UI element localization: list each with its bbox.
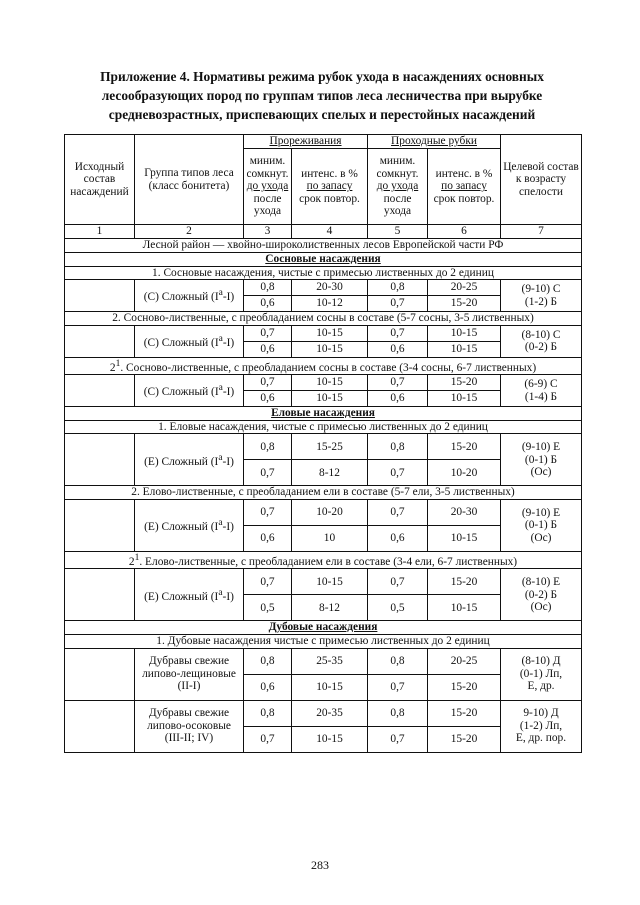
header-intensity — [428, 149, 501, 225]
value-cell: 20-30 — [292, 280, 368, 296]
forest-type-cell — [135, 700, 244, 752]
value-cell: 0,6 — [368, 391, 428, 407]
value-cell: 0,8 — [244, 700, 292, 726]
target-line: (Ос) — [530, 531, 552, 544]
value-cell: 10-15 — [428, 341, 501, 357]
table-row — [65, 434, 582, 460]
value-cell: 0,5 — [368, 595, 428, 621]
header-line — [293, 180, 366, 193]
target-composition-cell — [501, 434, 582, 486]
forest-type-sup: а — [218, 288, 223, 299]
value-cell: 15-20 — [428, 700, 501, 726]
group-row — [65, 486, 582, 500]
initial-composition-cell — [65, 700, 135, 752]
target-line: (8-10) Е — [521, 575, 561, 588]
forest-type-cell — [135, 375, 244, 407]
header-initial-composition: Исходный состав насаждений — [65, 135, 135, 225]
value-cell: 25-35 — [292, 648, 368, 674]
value-cell: 8-12 — [292, 460, 368, 486]
value-cell: 15-20 — [428, 569, 501, 595]
target-line: (0-2) Б — [524, 588, 558, 601]
header-row — [65, 135, 582, 149]
value-cell: 0,7 — [368, 569, 428, 595]
group-spruce-2-1 — [65, 551, 582, 568]
value-cell: 20-35 — [292, 700, 368, 726]
initial-composition-cell — [65, 280, 135, 312]
value-cell: 10-15 — [292, 726, 368, 752]
target-composition-cell — [501, 499, 582, 551]
value-cell: 0,6 — [368, 525, 428, 551]
header-line-underlined: по запасу — [306, 180, 353, 193]
table-row — [65, 375, 582, 391]
group-label-text: . Елово-лиственные, с преобладанием ели в составе (3-4 ели, 6-7 лиственных) — [139, 555, 518, 568]
forest-type-text: -I) — [222, 521, 234, 534]
value-cell: 20-25 — [428, 280, 501, 296]
target-line: (0-1) Б — [524, 453, 558, 466]
group-row — [65, 266, 582, 280]
forest-type-text: -I) — [222, 386, 235, 399]
value-cell: 0,7 — [368, 375, 428, 391]
value-cell: 10-15 — [428, 325, 501, 341]
section-row — [65, 252, 582, 266]
target-line: (1-2) Б — [524, 295, 558, 308]
header-line — [245, 180, 290, 193]
value-cell: 10-15 — [292, 341, 368, 357]
value-cell: 0,8 — [368, 648, 428, 674]
initial-composition-cell — [65, 434, 135, 486]
forest-type-cell — [135, 325, 244, 357]
value-cell: 0,7 — [368, 499, 428, 525]
appendix-title — [62, 67, 582, 124]
column-number: 3 — [244, 225, 292, 239]
value-cell: 0,7 — [244, 569, 292, 595]
value-cell: 0,6 — [244, 341, 292, 357]
forest-type-cell — [135, 280, 244, 312]
header-target-composition: Целевой состав к возрасту спелости — [501, 135, 582, 225]
group-label-sup: 1 — [134, 552, 140, 563]
target-line: (8-10) С — [521, 328, 561, 341]
value-cell: 10-20 — [292, 499, 368, 525]
value-cell: 0,7 — [244, 375, 292, 391]
value-cell: 15-20 — [428, 674, 501, 700]
forest-type-line: Дубравы свежие — [148, 707, 230, 720]
group-label-text: 2 — [128, 555, 135, 568]
forest-type-cell — [135, 569, 244, 621]
value-cell: 10 — [292, 525, 368, 551]
target-line: Е, др. — [527, 680, 555, 693]
section-row — [65, 407, 582, 421]
table-row — [65, 280, 582, 296]
value-cell: 10-15 — [292, 375, 368, 391]
header-forest-type-line: (класс бонитета) — [148, 179, 230, 192]
header-line: сомкнут. — [376, 167, 419, 180]
group-label-sup: 1 — [115, 358, 121, 369]
forest-type-sup: а — [218, 383, 223, 394]
value-cell: 15-20 — [428, 726, 501, 752]
value-cell: 0,8 — [244, 434, 292, 460]
group-row — [65, 312, 582, 326]
target-line: (Ос) — [530, 601, 552, 614]
table-row — [65, 325, 582, 341]
initial-composition-cell — [65, 648, 135, 700]
group-label-text: . Сосново-лиственные, с преобладанием сосны в составе (3-4 сосны, 6-7 лиственных) — [120, 361, 537, 374]
header-line: интенс. в % — [435, 167, 493, 180]
column-number: 7 — [501, 225, 582, 239]
forest-type-sup: а — [218, 334, 223, 345]
target-composition-cell — [501, 569, 582, 621]
value-cell: 0,8 — [244, 648, 292, 674]
value-cell: 10-15 — [292, 569, 368, 595]
group-row — [65, 357, 582, 374]
target-line: (0-2) Б — [524, 341, 558, 354]
forest-type-text: -I) — [222, 291, 235, 304]
forest-type-line: (III-II; IV) — [164, 732, 214, 745]
group-row — [65, 551, 582, 568]
forest-type-line: Дубравы свежие — [148, 655, 230, 668]
forest-type-line: (II-I) — [177, 680, 201, 693]
header-line-underlined: по запасу — [441, 180, 487, 193]
target-line: (1-4) Б — [524, 390, 558, 403]
forest-type-text: -I) — [222, 336, 235, 349]
forest-type-text: (Е) Сложный (I — [144, 521, 219, 534]
group-oak-1: 1. Дубовые насаждения чистые с примесью лиственных до 2 единиц — [65, 634, 582, 648]
group-pine-1: 1. Сосновые насаждения, чистые с примесью лиственных до 2 единиц — [65, 266, 582, 280]
value-cell: 0,6 — [244, 525, 292, 551]
value-cell: 0,7 — [368, 674, 428, 700]
header-thinning: Прореживания — [244, 135, 368, 149]
forest-type-line: липово-осоковые — [147, 719, 231, 732]
header-line: ухода — [383, 205, 412, 218]
target-line: (9-10) С — [521, 283, 561, 296]
value-cell: 10-15 — [428, 595, 501, 621]
section-pine: Сосновые насаждения — [65, 252, 582, 266]
value-cell: 10-20 — [428, 460, 501, 486]
section-spruce: Еловые насаждения — [65, 407, 582, 421]
value-cell: 0,7 — [368, 325, 428, 341]
header-line: ухода — [253, 205, 282, 218]
column-number: 1 — [65, 225, 135, 239]
header-min-density — [368, 149, 428, 225]
value-cell: 10-15 — [428, 391, 501, 407]
forest-type-text: -I) — [222, 455, 234, 468]
group-pine-2: 2. Сосново-лиственные, с преобладанием сосны в составе (5-7 сосны, 3-5 лиственных) — [65, 312, 582, 326]
header-line: после — [253, 192, 282, 205]
forest-type-text: (С) Сложный (I — [143, 291, 219, 304]
header-forest-type-line: Группа типов леса — [144, 166, 234, 179]
target-line: (Ос) — [530, 466, 552, 479]
header-line: миним. — [249, 155, 286, 168]
group-spruce-2: 2. Елово-лиственные, с преобладанием ели в составе (5-7 ели, 3-5 лиственных) — [65, 486, 582, 500]
value-cell: 0,8 — [368, 434, 428, 460]
table-row — [65, 648, 582, 674]
value-cell: 0,7 — [368, 460, 428, 486]
target-line: (6-9) С — [524, 378, 558, 391]
forest-type-sup: а — [218, 452, 223, 463]
value-cell: 15-20 — [428, 434, 501, 460]
column-number-row — [65, 225, 582, 239]
forest-type-cell — [135, 499, 244, 551]
header-line: интенс. в % — [301, 167, 358, 180]
forest-type-text: (С) Сложный (I — [143, 336, 219, 349]
norms-table — [64, 134, 582, 753]
value-cell: 10-15 — [292, 391, 368, 407]
initial-composition-cell — [65, 569, 135, 621]
group-row — [65, 634, 582, 648]
target-line: (1-2) Лп, — [519, 719, 563, 732]
value-cell: 10-12 — [292, 296, 368, 312]
forest-type-text: (Е) Сложный (I — [144, 455, 219, 468]
value-cell: 8-12 — [292, 595, 368, 621]
target-composition-cell — [501, 648, 582, 700]
initial-composition-cell — [65, 499, 135, 551]
value-cell: 10-15 — [292, 325, 368, 341]
forest-type-text: -I) — [222, 590, 234, 603]
value-cell: 0,8 — [368, 700, 428, 726]
value-cell: 10-15 — [292, 674, 368, 700]
header-passage-cuttings: Проходные рубки — [368, 135, 501, 149]
value-cell: 0,6 — [244, 391, 292, 407]
value-cell: 0,5 — [244, 595, 292, 621]
forest-type-cell — [135, 648, 244, 700]
column-number: 5 — [368, 225, 428, 239]
value-cell: 0,7 — [368, 296, 428, 312]
group-pine-2-1 — [65, 357, 582, 374]
group-label-text: 2 — [109, 361, 116, 374]
initial-composition-cell — [65, 375, 135, 407]
target-line: Е, др. пор. — [515, 732, 567, 745]
title-line: Приложение 4. Нормативы режима рубок ухода в насаждениях основных — [100, 69, 544, 84]
target-composition-cell — [501, 325, 582, 357]
value-cell: 0,8 — [368, 280, 428, 296]
value-cell: 0,8 — [244, 280, 292, 296]
forest-type-sup: а — [218, 587, 223, 598]
group-spruce-1: 1. Еловые насаждения, чистые с примесью лиственных до 2 единиц — [65, 420, 582, 434]
column-number: 6 — [428, 225, 501, 239]
value-cell: 0,7 — [244, 499, 292, 525]
target-line: (8-10) Д — [521, 655, 561, 668]
value-cell: 0,7 — [244, 726, 292, 752]
target-line: (0-1) Б — [524, 519, 558, 532]
table-row — [65, 700, 582, 726]
target-line: (9-10) Е — [521, 506, 561, 519]
target-line: (9-10) Е — [521, 440, 561, 453]
value-cell: 0,7 — [244, 460, 292, 486]
value-cell: 0,7 — [244, 325, 292, 341]
target-line: (0-1) Лп, — [519, 667, 563, 680]
forest-type-text: (С) Сложный (I — [143, 386, 219, 399]
value-cell: 0,7 — [368, 726, 428, 752]
header-line: после — [383, 192, 412, 205]
region-row — [65, 238, 582, 252]
value-cell: 10-15 — [428, 525, 501, 551]
header-line: сомкнут. — [246, 167, 289, 180]
value-cell: 0,6 — [368, 341, 428, 357]
title-line: лесообразующих пород по группам типов леса лесничества при вырубке — [101, 88, 543, 103]
value-cell: 20-30 — [428, 499, 501, 525]
group-row — [65, 420, 582, 434]
header-intensity — [292, 149, 368, 225]
header-forest-type-group — [135, 135, 244, 225]
value-cell: 0,6 — [244, 296, 292, 312]
header-line: срок повтор. — [433, 192, 495, 205]
region-label: Лесной район — хвойно-широколиственных лесов Европейской части РФ — [65, 238, 582, 252]
column-number: 4 — [292, 225, 368, 239]
header-line — [429, 180, 499, 193]
header-line — [369, 180, 426, 193]
forest-type-text: (Е) Сложный (I — [144, 590, 219, 603]
value-cell: 0,6 — [244, 674, 292, 700]
target-line: 9-10) Д — [523, 707, 559, 720]
table-row — [65, 569, 582, 595]
header-line: миним. — [379, 155, 416, 168]
initial-composition-cell — [65, 325, 135, 357]
page-number: 283 — [311, 858, 329, 872]
section-oak: Дубовые насаждения — [65, 621, 582, 635]
target-composition-cell — [501, 700, 582, 752]
target-composition-cell — [501, 280, 582, 312]
target-composition-cell — [501, 375, 582, 407]
forest-type-line: липово-лещиновые — [142, 667, 236, 680]
table-row — [65, 499, 582, 525]
value-cell: 15-25 — [292, 434, 368, 460]
forest-type-sup: а — [218, 518, 223, 529]
value-cell: 15-20 — [428, 296, 501, 312]
column-number: 2 — [135, 225, 244, 239]
section-row — [65, 621, 582, 635]
value-cell: 20-25 — [428, 648, 501, 674]
header-line-underlined: до ухода — [246, 180, 289, 193]
value-cell: 15-20 — [428, 375, 501, 391]
header-min-density — [244, 149, 292, 225]
header-line: срок повтор. — [299, 192, 360, 205]
title-line: средневозрастных, приспевающих спелых и перестойных насаждений — [108, 107, 536, 122]
forest-type-cell — [135, 434, 244, 486]
header-line-underlined: до ухода — [376, 180, 419, 193]
